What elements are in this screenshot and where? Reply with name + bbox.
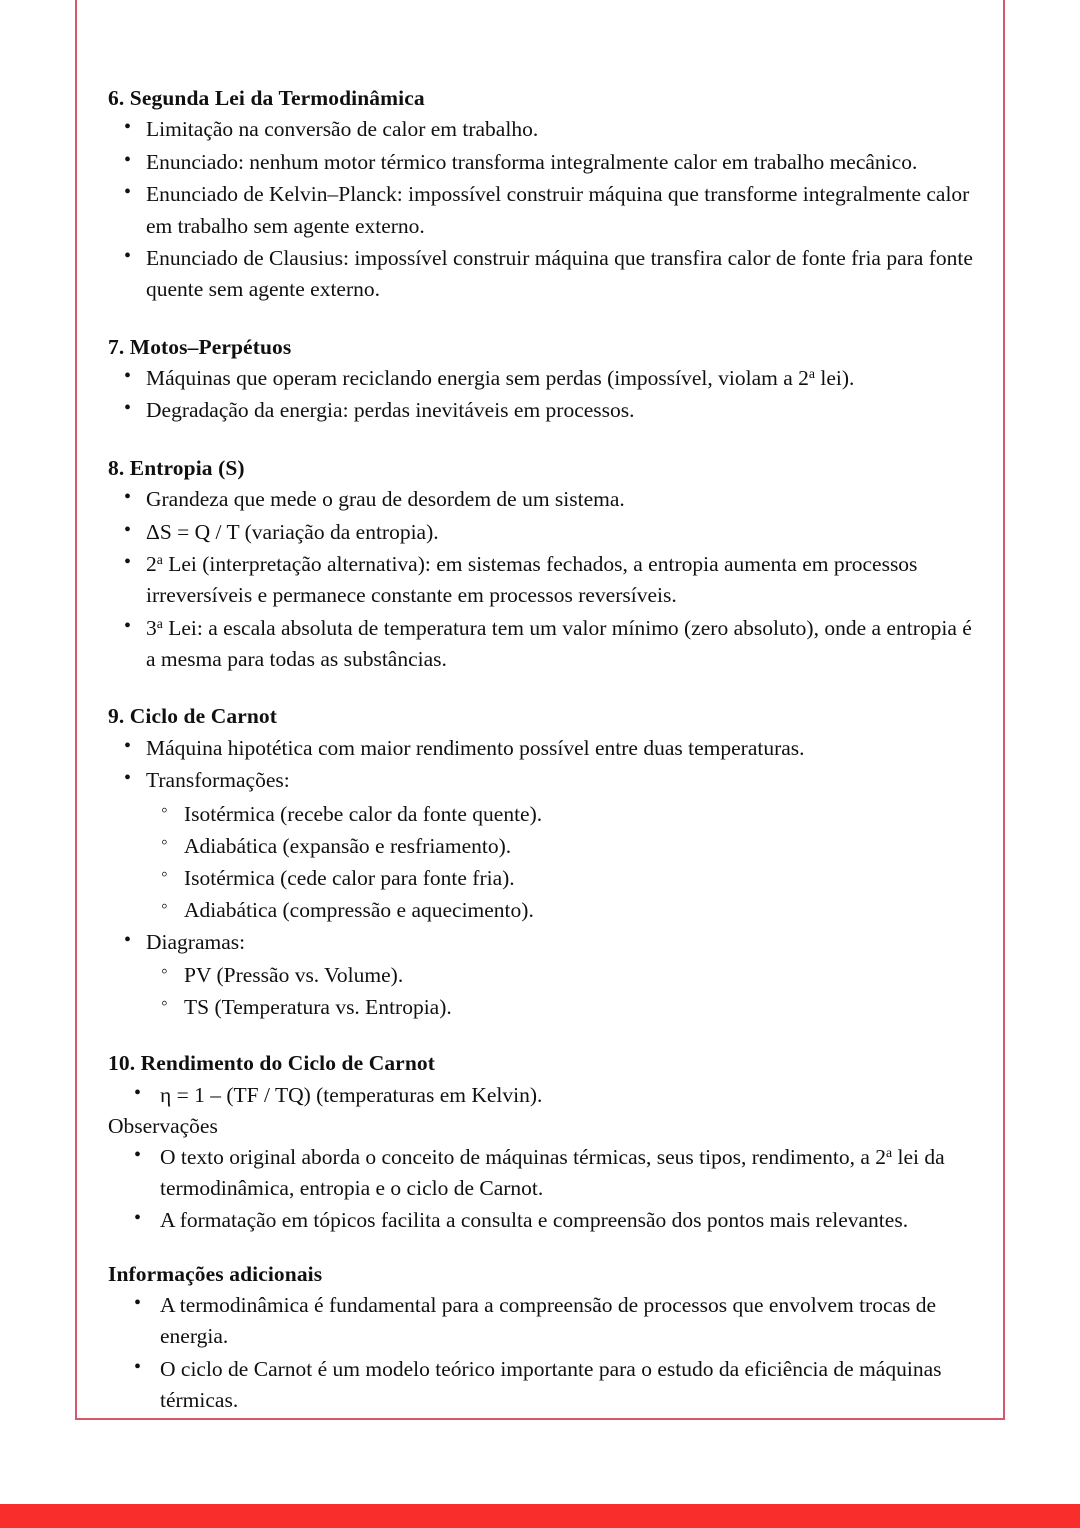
- ordinal-superscript: a: [156, 552, 163, 567]
- list-item: • η = 1 – (TF / TQ) (temperaturas em Kelvin).: [108, 1080, 976, 1111]
- observacoes-heading: Observações: [108, 1114, 218, 1139]
- list-item: • Degradação da energia: perdas inevitáveis em processos.: [108, 395, 976, 426]
- section-entropia: [108, 454, 976, 676]
- bullet-list: [108, 363, 976, 427]
- section-segunda-lei: [108, 84, 976, 306]
- section-heading: 7. Motos–Perpétuos: [108, 334, 292, 359]
- list-item: • O texto original aborda o conceito de máquinas térmicas, seus tipos, rendimento, a 2$^a$ lei da termodinâmica, entropia e o ciclo de Carnot.: [108, 1142, 976, 1205]
- bullet-list: [108, 1142, 976, 1237]
- sub-bullet-list-transformacoes: [108, 798, 976, 927]
- bullet-list: [108, 1080, 976, 1111]
- list-item: • ΔS = Q / T (variação da entropia).: [108, 517, 976, 548]
- section-spacer: [108, 1023, 976, 1049]
- list-item: ◦ Isotérmica (recebe calor da fonte quente).: [108, 798, 976, 830]
- bullet-list: [108, 484, 976, 675]
- ordinal-superscript: a: [156, 615, 163, 631]
- list-item: ◦ Isotérmica (cede calor para fonte fria).: [108, 862, 976, 894]
- section-heading: 10. Rendimento do Ciclo de Carnot: [108, 1051, 435, 1076]
- section-motos-perpetuos: [108, 333, 976, 427]
- section-spacer: [108, 307, 976, 333]
- list-item: • Máquinas que operam reciclando energia sem perdas (impossível, violam a 2$^a$ lei).: [108, 363, 976, 394]
- ordinal-superscript: a: [886, 1144, 893, 1160]
- sub-bullet-list-diagramas: [108, 959, 976, 1024]
- section-ciclo-de-carnot: [108, 702, 976, 1023]
- document-content: [108, 84, 976, 1418]
- list-item: ◦ TS (Temperatura vs. Entropia).: [108, 991, 976, 1023]
- list-item: • Diagramas:: [108, 927, 976, 958]
- list-item: • Enunciado: nenhum motor térmico transforma integralmente calor em trabalho mecânico.: [108, 147, 976, 178]
- list-item: • Enunciado de Kelvin–Planck: impossível construir máquina que transforme integralmente calor em trabalho sem agente externo.: [108, 179, 976, 242]
- list-item: ◦ Adiabática (compressão e aquecimento).: [108, 894, 976, 926]
- list-item: • A formatação em tópicos facilita a consulta e compreensão dos pontos mais relevantes.: [108, 1205, 976, 1236]
- list-item: ◦ PV (Pressão vs. Volume).: [108, 959, 976, 991]
- bullet-list: [108, 1290, 976, 1417]
- section-spacer: [108, 428, 976, 454]
- bullet-list: [108, 733, 976, 797]
- list-item: • Grandeza que mede o grau de desordem de um sistema.: [108, 484, 976, 515]
- section-heading: 6. Segunda Lei da Termodinâmica: [108, 86, 425, 110]
- list-item: • O ciclo de Carnot é um modelo teórico importante para o estudo da eficiência de máquinas térmicas.: [108, 1354, 976, 1417]
- list-item: • Transformações:: [108, 765, 976, 796]
- section-heading: Informações adicionais: [108, 1261, 323, 1286]
- list-item: • Limitação na conversão de calor em trabalho.: [108, 114, 976, 145]
- section-spacer: [108, 1238, 976, 1260]
- section-observacoes: [108, 1112, 976, 1237]
- bullet-list: [108, 927, 976, 958]
- bottom-accent-bar: [0, 1504, 1080, 1528]
- ordinal-superscript: a: [808, 366, 816, 382]
- section-spacer: [108, 676, 976, 702]
- list-item: • Máquina hipotética com maior rendimento possível entre duas temperaturas.: [108, 733, 976, 764]
- list-item: ◦ Adiabática (expansão e resfriamento).: [108, 830, 976, 862]
- section-rendimento-carnot: [108, 1049, 976, 1111]
- list-item: • 2$^a$ Lei (interpretação alternativa): em sistemas fechados, a entropia aumenta em processos irreversíveis e permanece constante em processos reversíveis.: [108, 549, 976, 612]
- list-item: • 3$^a$ Lei: a escala absoluta de temperatura tem um valor mínimo (zero absoluto), onde a entropia é a mesma para todas as substâncias.: [108, 613, 976, 676]
- section-heading: 9. Ciclo de Carnot: [108, 704, 278, 729]
- list-item: • A termodinâmica é fundamental para a compreensão de processos que envolvem trocas de energia.: [108, 1290, 976, 1353]
- section-heading: 8. Entropia (S): [108, 455, 245, 480]
- list-item: • Enunciado de Clausius: impossível construir máquina que transfira calor de fonte fria para fonte quente sem agente externo.: [108, 243, 976, 306]
- section-informacoes-adicionais: [108, 1260, 976, 1417]
- bullet-list: [108, 114, 976, 305]
